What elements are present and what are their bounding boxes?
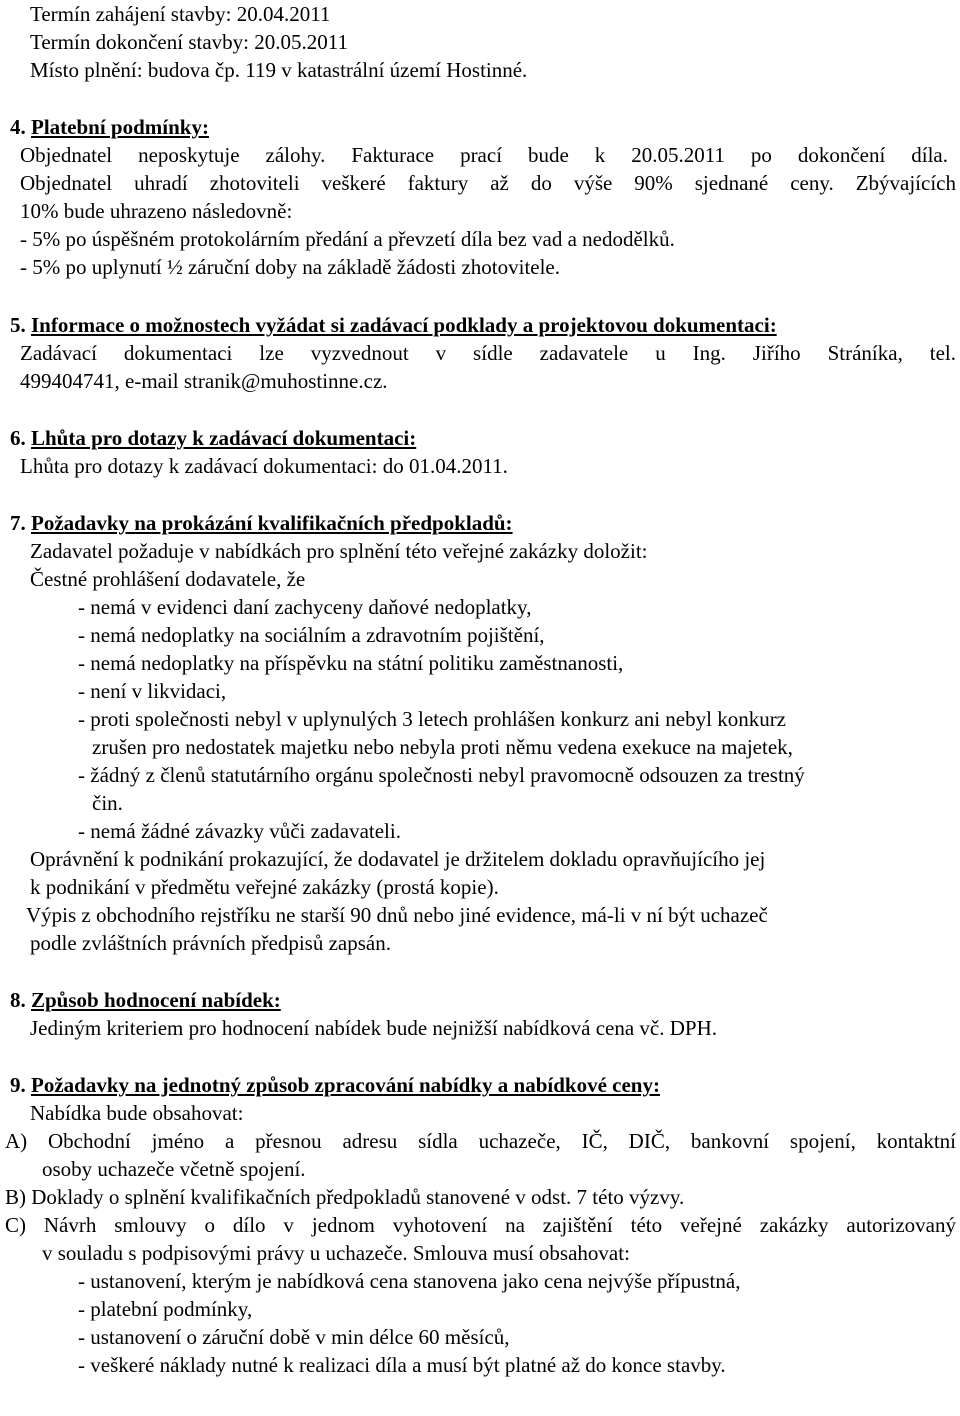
section-4-line: 10% bude uhrazeno následovně: <box>20 199 293 223</box>
section-7-item: zrušen pro nedostatek majetku nebo nebyla proti němu vedena exekuce na majetek, <box>92 735 793 759</box>
section-9-contract-item: - ustanovení o záruční době v min délce 60 měsíců, <box>78 1325 510 1349</box>
section-9-item-c: C) Návrh smlouvy o dílo v jednom vyhotovení na zajištění této veřejné zakázky autorizovaný <box>5 1213 956 1237</box>
section-4-line: - 5% po uplynutí ½ záruční doby na základě žádosti zhotovitele. <box>20 255 561 279</box>
section-7-license: Oprávnění k podnikání prokazující, že dodavatel je držitelem dokladu opravňujícího jej <box>30 847 766 871</box>
section-4-line: - 5% po úspěšném protokolárním předání a převzetí díla bez vad a nedodělků. <box>20 227 675 251</box>
section-5-line: 499404741, e-mail stranik@muhostinne.cz. <box>20 369 388 393</box>
section-4-line: Objednatel uhradí zhotoviteli veškeré faktury až do výše 90% sjednané ceny. Zbývajících <box>20 171 956 195</box>
section-7-heading: 7. Požadavky na prokázání kvalifikačních předpokladů: <box>10 511 513 535</box>
section-5-line: Zadávací dokumentaci lze vyzvednout v sídle zadavatele u Ing. Jiřího Stráníka, tel. <box>20 341 956 365</box>
construction-start: Termín zahájení stavby: 20.04.2011 <box>30 2 331 26</box>
section-7-intro: Zadavatel požaduje v nabídkách pro splnění této veřejné zakázky doložit: <box>30 539 648 563</box>
section-9-item-a: osoby uchazeče včetně spojení. <box>42 1157 306 1181</box>
section-7-item: čin. <box>92 791 123 815</box>
section-7-item: - nemá v evidenci daní zachyceny daňové nedoplatky, <box>78 595 532 619</box>
section-7-item: - žádný z členů statutárního orgánu společnosti nebyl pravomocně odsouzen za trestný <box>78 763 805 787</box>
section-7-registry: podle zvláštních právních předpisů zapsán. <box>30 931 391 955</box>
section-7-license: k podnikání v předmětu veřejné zakázky (prostá kopie). <box>30 875 499 899</box>
section-9-item-a: A) Obchodní jméno a přesnou adresu sídla uchazeče, IČ, DIČ, bankovní spojení, kontaktní <box>5 1129 956 1153</box>
section-9-contract-item: - platební podmínky, <box>78 1297 253 1321</box>
section-7-item: - nemá nedoplatky na sociálním a zdravotním pojištění, <box>78 623 545 647</box>
section-9-item-b: B) Doklady o splnění kvalifikačních předpokladů stanovené v odst. 7 této výzvy. <box>5 1185 685 1209</box>
section-4-heading: 4. Platební podmínky: <box>10 115 209 139</box>
section-8-heading: 8. Způsob hodnocení nabídek: <box>10 988 281 1012</box>
section-7-declaration: Čestné prohlášení dodavatele, že <box>30 567 306 591</box>
section-6-line: Lhůta pro dotazy k zadávací dokumentaci: do 01.04.2011. <box>20 454 508 478</box>
section-5-heading: 5. Informace o možnostech vyžádat si zadávací podklady a projektovou dokumentaci: <box>10 313 777 337</box>
place-of-performance: Místo plnění: budova čp. 119 v katastrální území Hostinné. <box>30 58 528 82</box>
section-9-heading: 9. Požadavky na jednotný způsob zpracování nabídky a nabídkové ceny: <box>10 1073 660 1097</box>
section-8-line: Jediným kriteriem pro hodnocení nabídek bude nejnižší nabídková cena vč. DPH. <box>30 1016 717 1040</box>
section-9-contract-item: - ustanovení, kterým je nabídková cena stanovena jako cena nejvýše přípustná, <box>78 1269 741 1293</box>
section-9-item-c: v souladu s podpisovými právy u uchazeče. Smlouva musí obsahovat: <box>42 1241 630 1265</box>
section-9-intro: Nabídka bude obsahovat: <box>30 1101 244 1125</box>
section-7-item: - proti společnosti nebyl v uplynulých 3 letech prohlášen konkurz ani nebyl konkurz <box>78 707 787 731</box>
section-7-item: - není v likvidaci, <box>78 679 227 703</box>
section-7-item: - nemá nedoplatky na příspěvku na státní politiku zaměstnanosti, <box>78 651 624 675</box>
section-9-contract-item: - veškeré náklady nutné k realizaci díla a musí být platné až do konce stavby. <box>78 1353 726 1377</box>
section-7-item: - nemá žádné závazky vůči zadavateli. <box>78 819 401 843</box>
section-6-heading: 6. Lhůta pro dotazy k zadávací dokumentaci: <box>10 426 417 450</box>
section-4-line: Objednatel neposkytuje zálohy. Fakturace prací bude k 20.05.2011 po dokončení díla. <box>20 143 948 167</box>
construction-end: Termín dokončení stavby: 20.05.2011 <box>30 30 348 54</box>
section-7-registry: Výpis z obchodního rejstříku ne starší 90 dnů nebo jiné evidence, má-li v ní být uchazeč <box>26 903 768 927</box>
